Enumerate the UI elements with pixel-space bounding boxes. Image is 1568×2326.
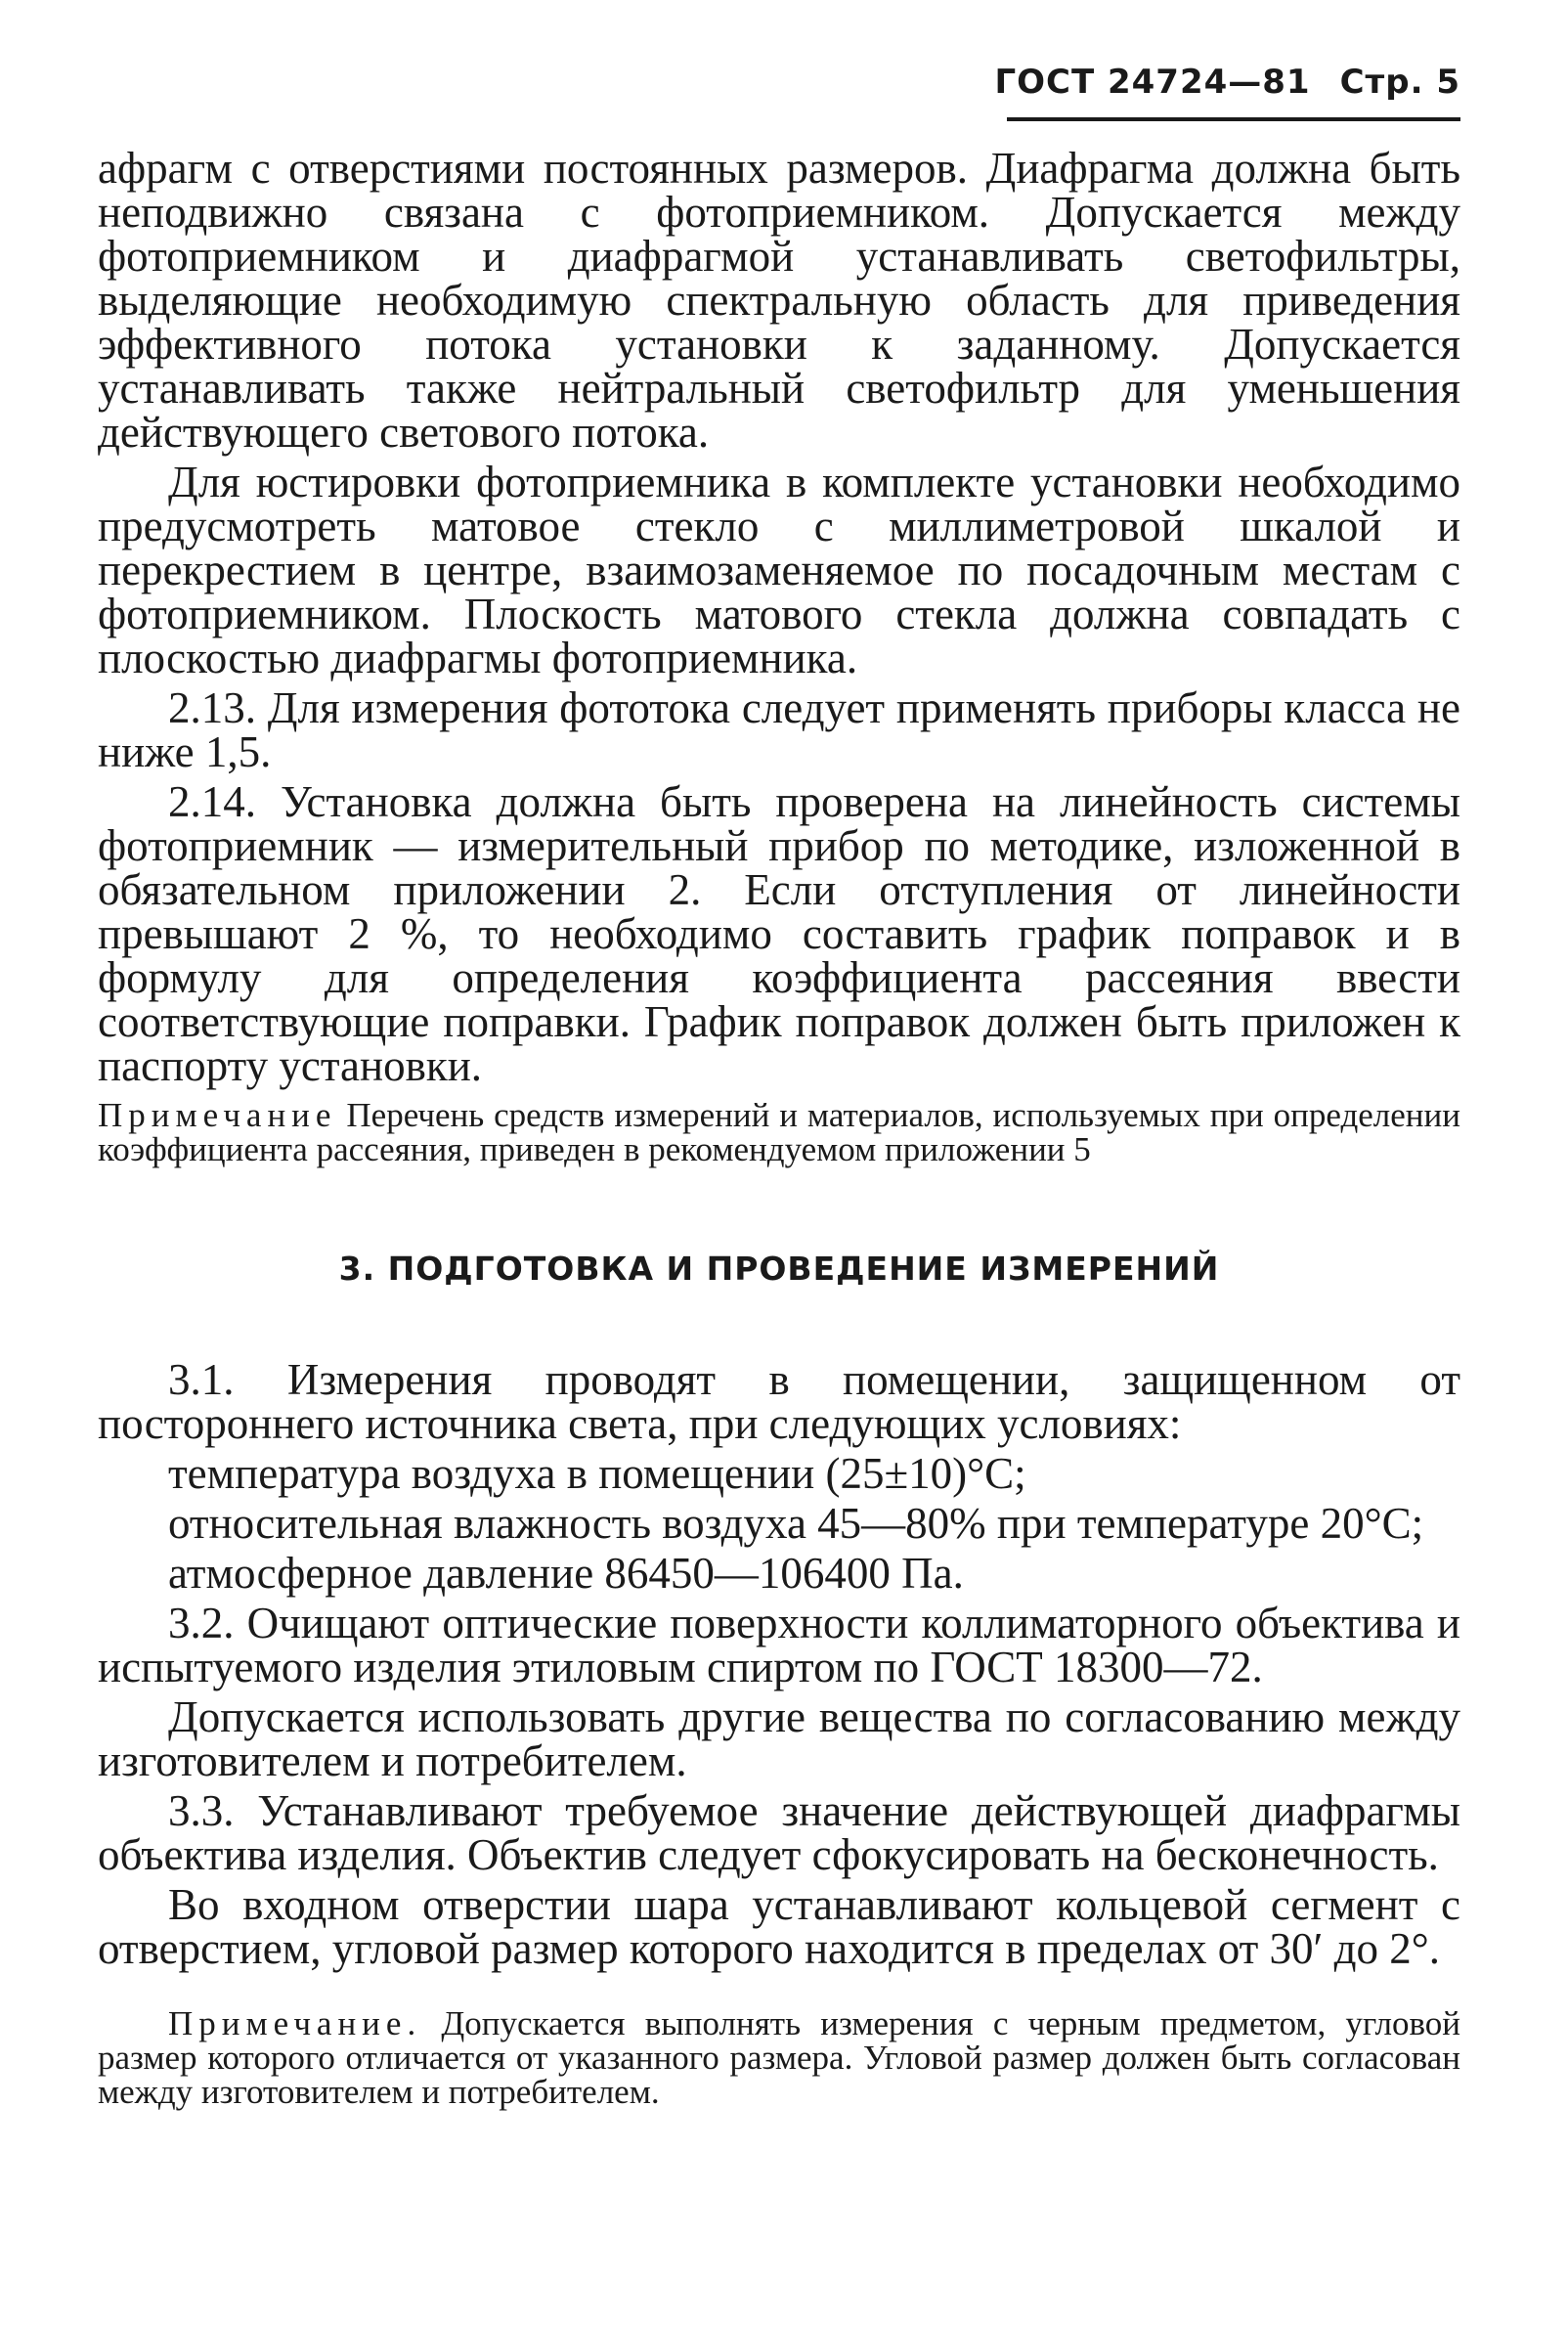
page-body [98,144,1460,2111]
note-label: Примечание [98,1096,337,1134]
note-black-object [98,2006,1460,2109]
note-label: Примечание. [168,2004,422,2042]
condition-pressure: атмосферное давление 86450—106400 Па. [168,1549,964,1598]
standard-number: ГОСТ 24724—81 [994,63,1311,102]
condition-humidity: относительная влажность воздуха 45—80% при температуре 20°С; [168,1499,1424,1548]
note-text: Перечень средств измерений и материалов, используемых при определении коэффициента рассеяния, приведен в рекомендуемом приложении 5 [98,1096,1460,1168]
paragraph-3-1: 3.1. Измерения проводят в помещении, защищенном от постороннего источника света, при следующих условиях: [98,1355,1460,1448]
note-text: Допускается выполнять измерения с черным предметом, угловой размер которого отличается от указанного размера. Угловой размер должен быть согласован между изготовителем и потребителем. [98,2004,1460,2111]
condition-temperature: температура воздуха в помещении (25±10)°С; [168,1449,1026,1498]
page-number: Стр. 5 [1339,63,1460,102]
paragraph-2-14: 2.14. Установка должна быть проверена на линейность системы фотоприемник — измерительный прибор по методике, изложенной в обязательном приложении 2. Если отступления от линейности превышают 2 %, то необходимо составить график поправок и в формулу для определения коэффициента рассеяния ввести соответствующие поправки. График поправок должен быть приложен к паспорту установки. [98,777,1460,1090]
paragraph-alignment: Для юстировки фотоприемника в комплекте установки необходимо предусмотреть матовое стекло с миллиметровой шкалой и перекрестием в центре, взаимозаменяемое по посадочным местам с фотоприемником. Плоскость матового стекла должна совпадать с плоскостью диафрагмы фотоприемника. [98,458,1460,682]
paragraph-3-2-other: Допускается использовать другие вещества по согласованию между изготовителем и потребителем. [98,1692,1460,1785]
paragraph-3-2: 3.2. Очищают оптические поверхности коллиматорного объектива и испытуемого изделия этиловым спиртом по ГОСТ 18300—72. [98,1599,1460,1691]
paragraph-diaphragm: афрагм с отверстиями постоянных размеров. Диафрагма должна быть неподвижно связана с фотоприемником. Допускается между фотоприемником и диафрагмой устанавливать светофильтры, выделяющие необходимую спектральную область для приведения эффективного потока установки к заданному. Допускается устанавливать также нейтральный светофильтр для уменьшения действующего светового потока. [98,144,1460,457]
note-instruments [98,1098,1460,1166]
section-heading: 3. ПОДГОТОВКА И ПРОВЕДЕНИЕ ИЗМЕРЕНИЙ [338,1250,1220,1288]
page-header [98,63,1460,111]
paragraph-3-3: 3.3. Устанавливают требуемое значение действующей диафрагмы объектива изделия. Объектив следует сфокусировать на бесконечность. [98,1786,1460,1879]
paragraph-2-13: 2.13. Для измерения фототока следует применять приборы класса не ниже 1,5. [98,683,1460,776]
header-rule [1007,117,1460,121]
paragraph-3-3-segment: Во входном отверстии шара устанавливают кольцевой сегмент с отверстием, угловой размер которого находится в пределах от 30′ до 2°. [98,1880,1460,1973]
